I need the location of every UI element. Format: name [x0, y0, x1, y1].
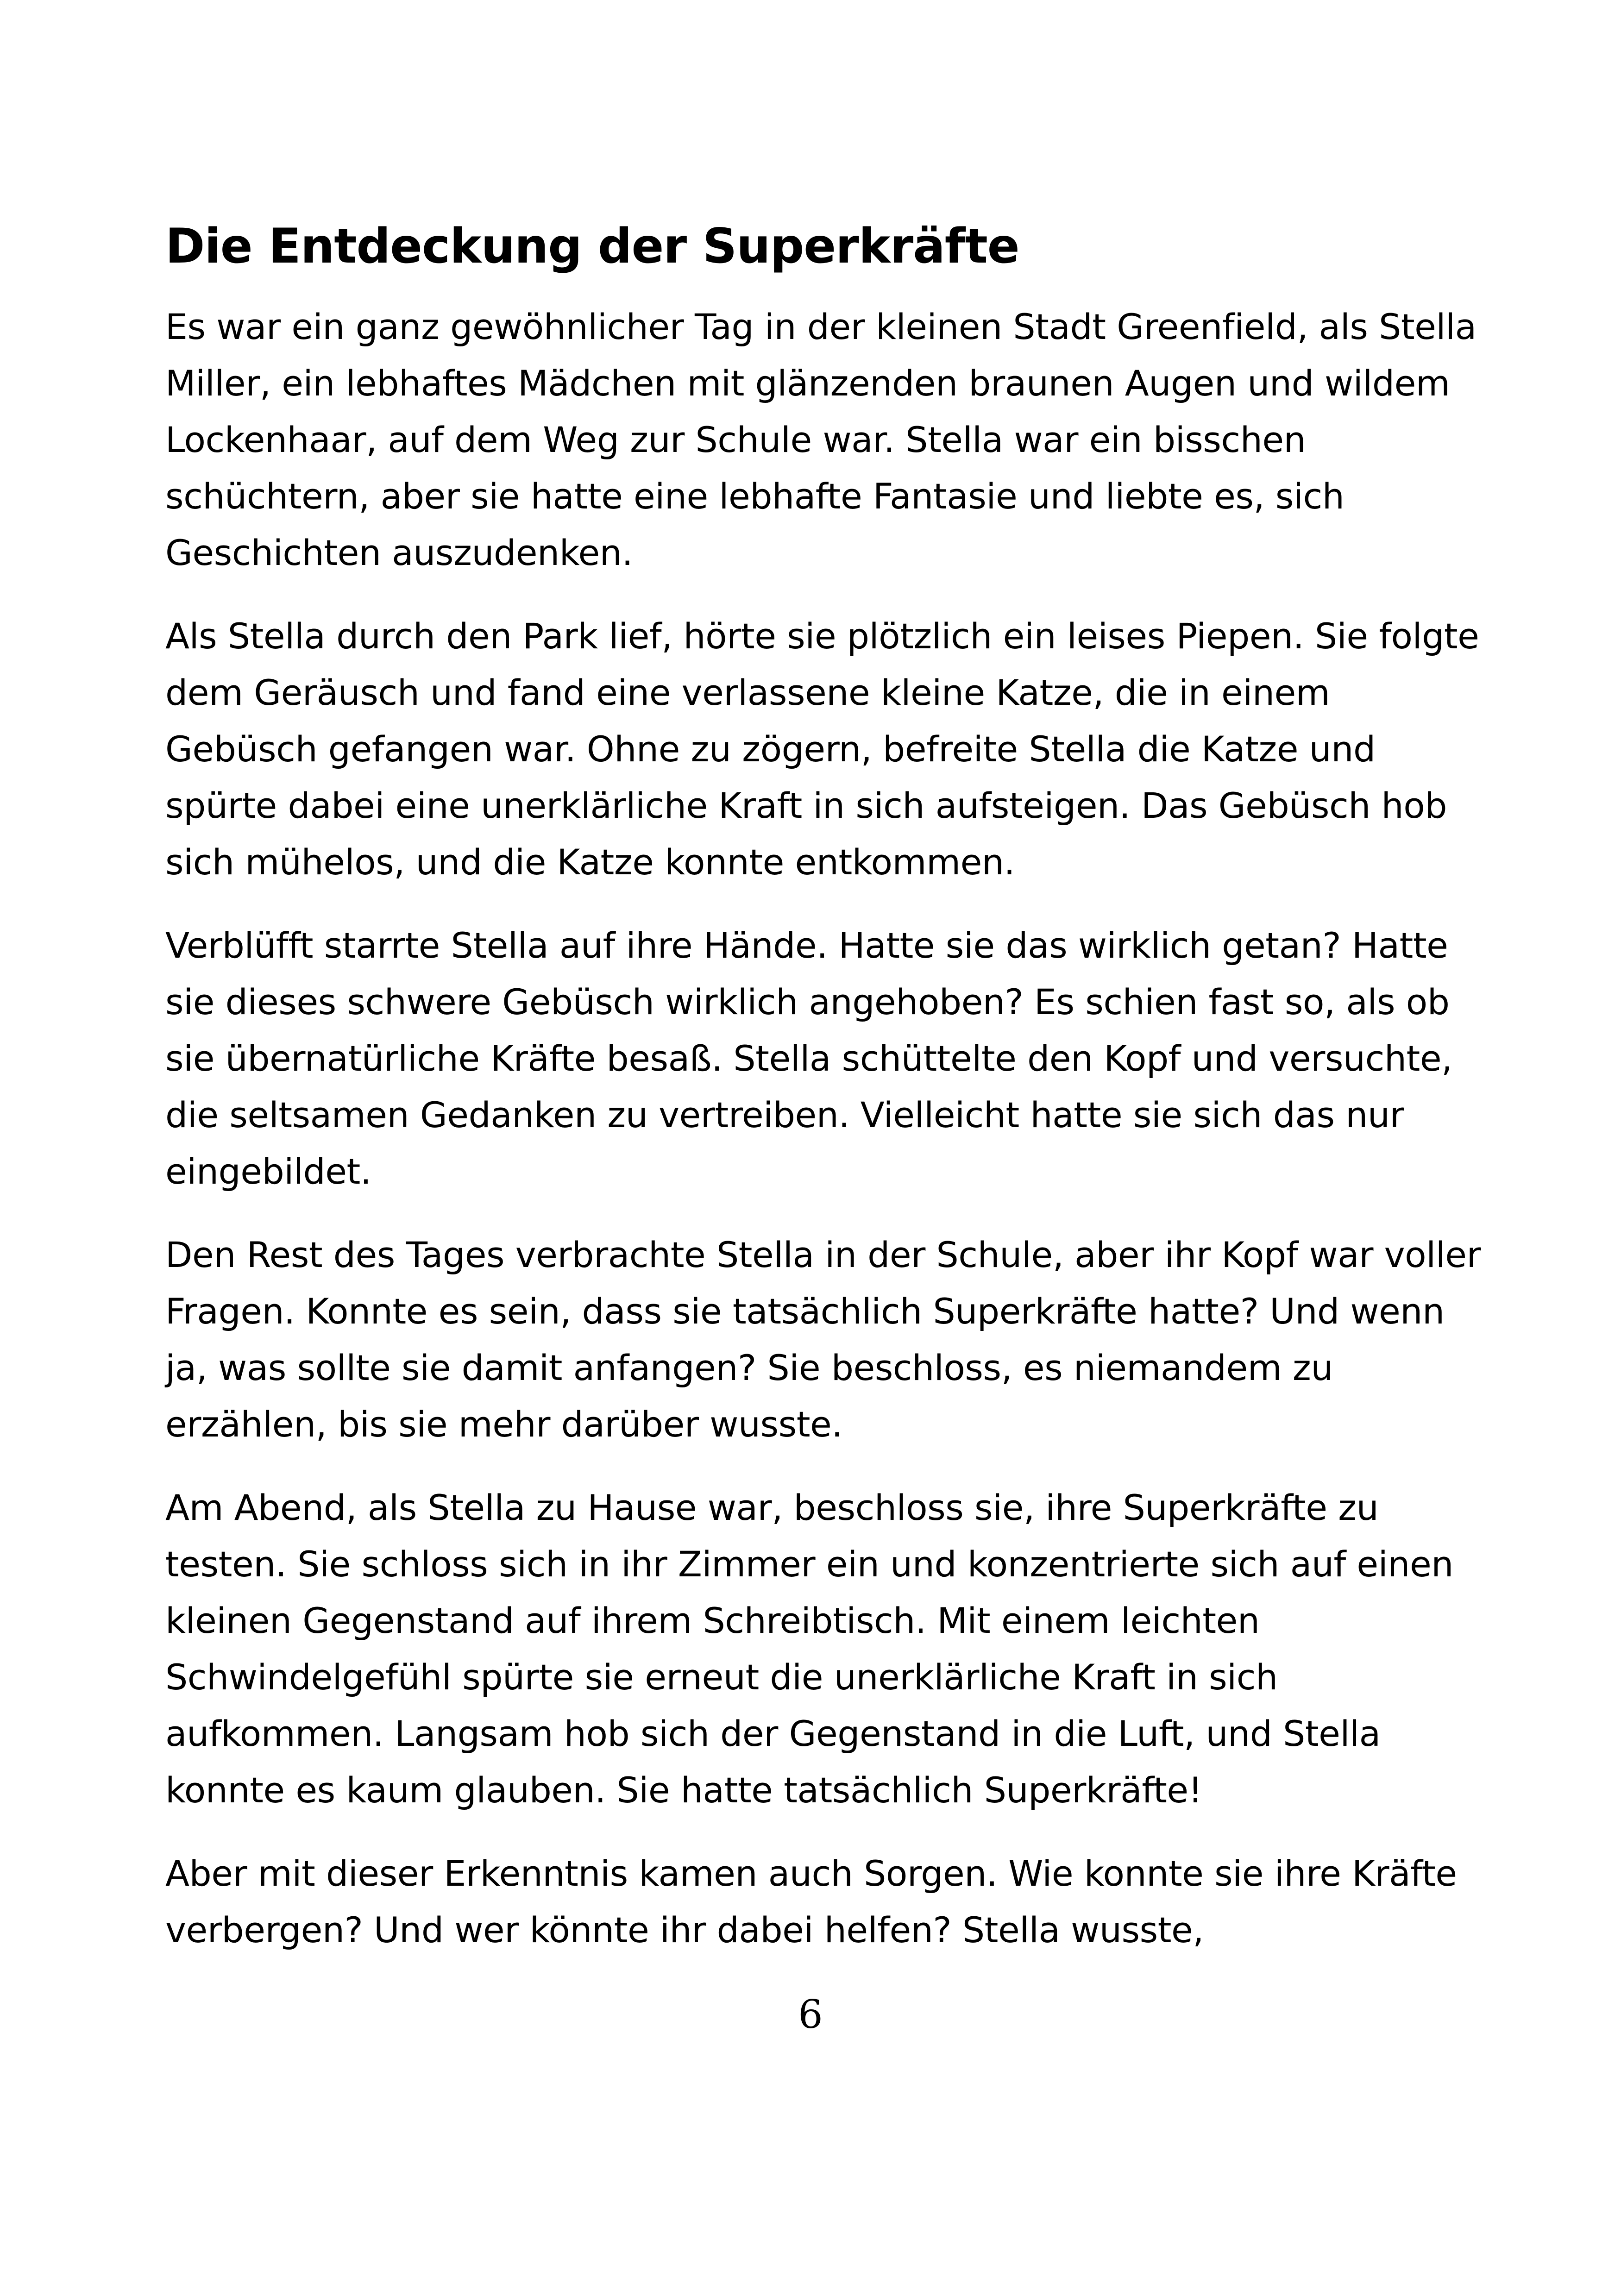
paragraph: Aber mit dieser Erkenntnis kamen auch Sorgen. Wie konnte sie ihre Kräfte verbergen? Und wer könnte ihr dabei helfen? Stella wusste, [165, 1853, 1457, 1951]
paragraph: Den Rest des Tages verbrachte Stella in der Schule, aber ihr Kopf war voller Fragen. Konnte es sein, dass sie tatsächlich Superkräfte hatte? Und wenn ja, was sollte sie damit anfangen? Sie beschloss, es niemandem zu erzählen, bis sie mehr darüber wusste. [165, 1234, 1481, 1445]
page-number: 6 [798, 1992, 823, 2037]
paragraph: Am Abend, als Stella zu Hause war, beschloss sie, ihre Superkräfte zu testen. Sie schloss sich in ihr Zimmer ein und konzentrierte sich auf einen kleinen Gegenstand auf ihrem Schreibtisch. Mit einem leichten Schwindelgefühl spürte sie erneut die unerklärliche Kraft in sich aufkommen. Langsam hob sich der Gegenstand in die Luft, und Stella konnte es kaum glauben. Sie hatte tatsächlich Superkräfte! [165, 1487, 1453, 1811]
paragraph: Es war ein ganz gewöhnlicher Tag in der kleinen Stadt Greenfield, als Stella Miller, ein lebhaftes Mädchen mit glänzenden braunen Augen und wildem Lockenhaar, auf dem Weg zur Schule war. Stella war ein bisschen schüchtern, aber sie hatte eine lebhafte Fantasie und liebte es, sich Geschichten auszudenken. [165, 306, 1476, 573]
paragraph: Als Stella durch den Park lief, hörte sie plötzlich ein leises Piepen. Sie folgte dem Geräusch und fand eine verlassene kleine Katze, die in einem Gebüsch gefangen war. Ohne zu zögern, befreite Stella die Katze und spürte dabei eine unerklärliche Kraft in sich aufsteigen. Das Gebüsch hob sich mühelos, und die Katze konnte entkommen. [165, 615, 1479, 883]
chapter-title: Die Entdeckung der Superkräfte [165, 219, 1019, 274]
page-content [165, 218, 1485, 1985]
paragraph: Verblüfft starrte Stella auf ihre Hände. Hatte sie das wirklich getan? Hatte sie dieses schwere Gebüsch wirklich angehoben? Es schien fast so, als ob sie übernatürliche Kräfte besaß. Stella schüttelte den Kopf und versuchte, die seltsamen Gedanken zu vertreiben. Vielleicht hatte sie sich das nur eingebildet. [165, 925, 1452, 1192]
